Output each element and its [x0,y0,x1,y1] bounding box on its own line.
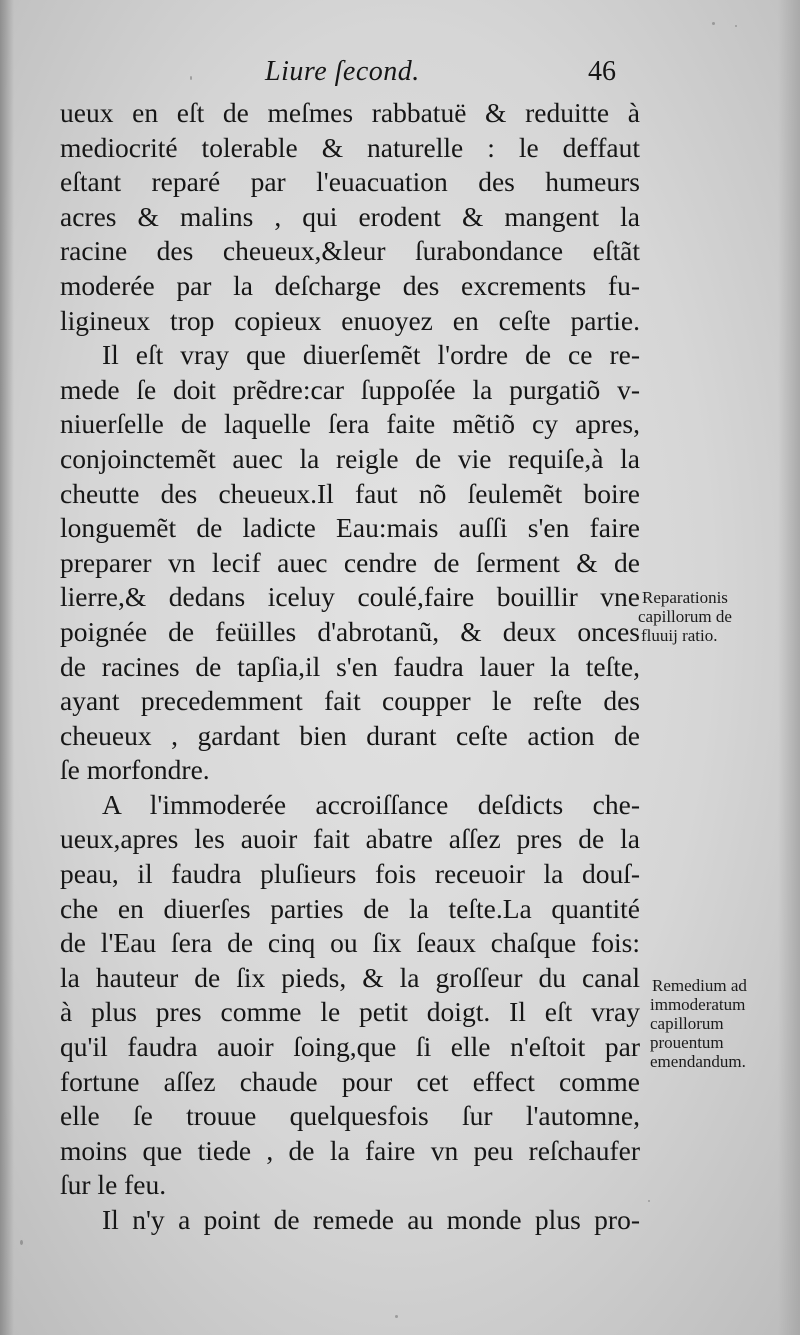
ink-speck [712,22,715,25]
marginal-note-line: prouentum [650,1033,724,1052]
text-line: fortune aſſez chaude pour cet effect comme [60,1065,640,1097]
text-line: à plus pres comme le petit doigt. Il eſt vray [60,996,640,1028]
page-number: 46 [588,56,616,87]
text-line: che en diuerſes parties de la teſte.La quantité [60,892,640,924]
text-line: longuemẽt de ladicte Eau:mais auſſi s'en faire [60,512,640,544]
text-line: conjoinctemẽt auec la reigle de vie requiſe,à la [60,442,640,474]
text-line: qu'il faudra auoir ſoing,que ſi elle n'eſtoit par [60,1031,640,1063]
paragraph-end-line: ſe morfondre. [60,754,210,786]
text-line: elle ſe trouue quelquesfois ſur l'automne, [60,1100,640,1132]
text-line: ueux en eſt de meſmes rabbatuë & reduitte à [60,97,640,128]
page-header [60,52,640,96]
text-line: ligineux trop copieux enuoyez en ceſte partie. [60,304,640,336]
marginal-note-line: capillorum de [638,607,732,626]
marginal-note-line: capillorum [650,1014,724,1033]
paragraph-end-line: ſur le feu. [60,1169,167,1201]
page-left-shadow [0,0,14,1335]
paragraph-start-line: Il n'y a point de remede au monde plus pro- [102,1204,640,1235]
text-line: mede ſe doit prẽdre:car ſuppoſée la purgatiõ v- [60,373,640,405]
paragraph-start-line: A l'immoderée accroiſſance deſdicts che- [102,788,640,820]
text-line: poignée de feüilles d'abrotanũ, & deux onces [60,615,640,647]
text-line: peau, il faudra pluſieurs fois receuoir la douſ- [60,858,640,890]
ink-speck [20,1240,23,1245]
paragraph-start-line: Il eſt vray que diuerſemẽt l'ordre de ce re- [102,339,640,371]
text-line: lierre,& dedans iceluy coulé,faire bouillir vne [60,581,640,613]
marginal-note-remedium [650,976,800,1071]
text-line: cheutte des cheueux.Il faut nõ ſeulemẽt boire [60,477,640,509]
ink-speck [648,1200,650,1202]
text-line: acres & malins , qui erodent & mangent la [60,200,640,232]
text-line: la hauteur de ſix pieds, & la groſſeur du canal [60,961,640,993]
marginal-note-line: Reparationis [642,588,728,607]
text-line: de racines de tapſia,il s'en faudra lauer la teſte, [60,650,640,682]
text-line: niuerſelle de laquelle ſera faite mẽtiõ cy apres, [60,408,640,440]
text-line: mediocrité tolerable & naturelle : le deffaut [60,131,640,163]
text-line: moins que tiede , de la faire vn peu reſchaufer [60,1134,640,1166]
ink-speck [735,25,737,27]
text-line: preparer vn lecif auec cendre de ſerment & de [60,546,640,578]
text-line: eſtant reparé par l'euacuation des humeurs [60,166,640,198]
marginal-note-line: Remedium ad [652,976,747,995]
text-line: ueux,apres les auoir fait abatre aſſez pres de la [60,823,640,855]
marginal-note-reparationis [638,588,798,645]
text-line: ayant precedemment fait coupper le reſte des [60,685,640,717]
body-text [60,96,640,1238]
text-line: racine des cheueux,&leur ſurabondance eſtãt [60,235,640,267]
marginal-note-line: emendandum. [650,1052,746,1071]
text-line: cheueux , gardant bien durant ceſte action de [60,719,640,751]
text-line: de l'Eau ſera de cinq ou ſix ſeaux chaſque fois: [60,927,640,959]
page-right-shadow [778,0,800,1335]
marginal-note-line: fluuij ratio. [641,626,718,645]
ink-speck [395,1315,398,1318]
marginal-note-line: immoderatum [650,995,746,1014]
running-title: Liure ſecond. [265,56,420,87]
text-line: moderée par la deſcharge des excrements fu- [60,269,640,301]
